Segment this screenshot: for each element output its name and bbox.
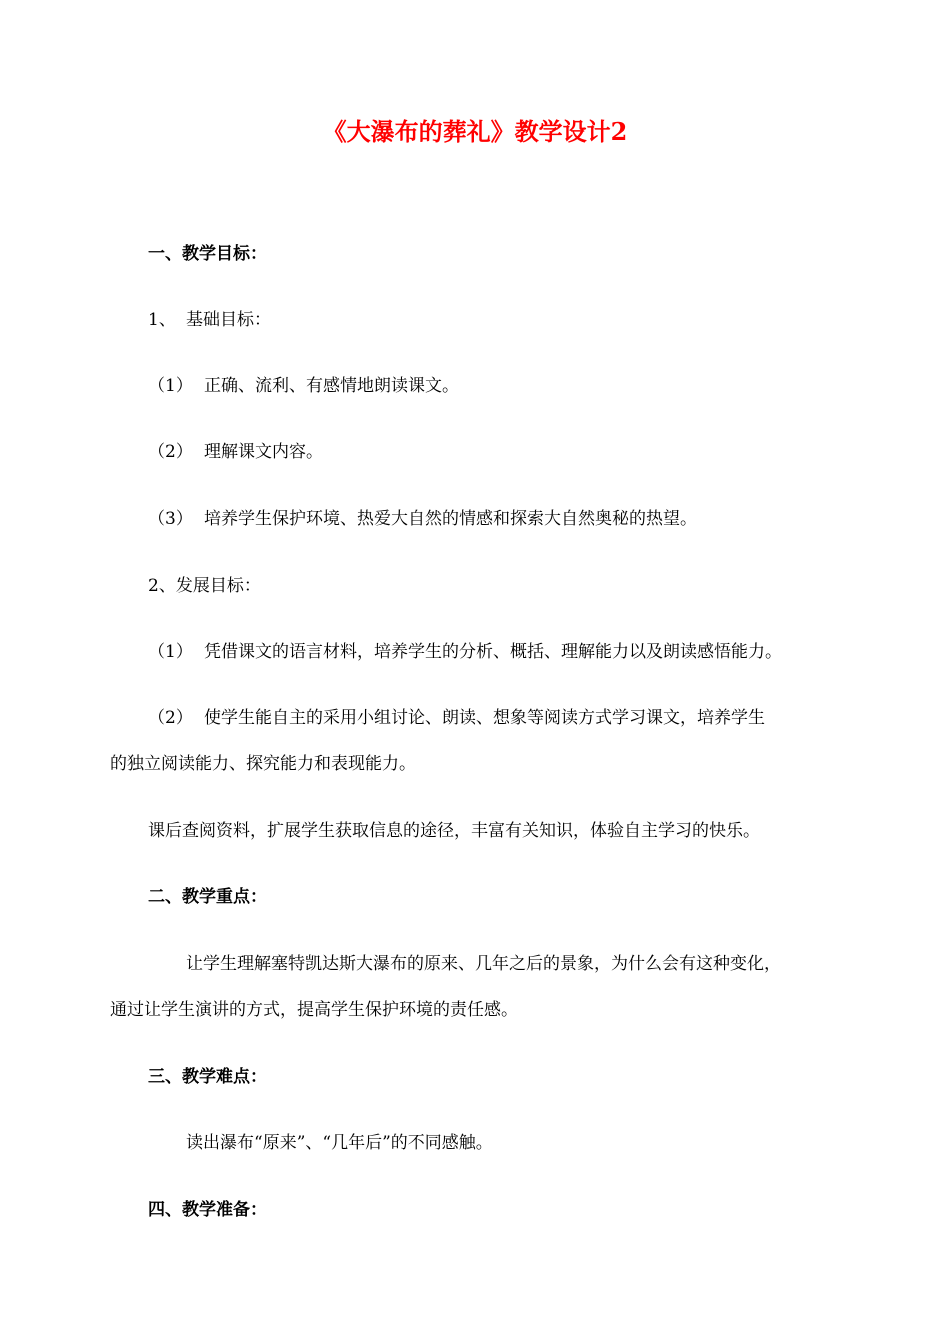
item-number: 1、: [148, 310, 176, 330]
key-points-text-line-1: 让学生理解塞特凯达斯大瀑布的原来、几年之后的景象，为什么会有这种变化，: [186, 954, 781, 974]
document-title: 《大瀑布的葬礼》教学设计2: [322, 117, 628, 146]
item-text: 正确、流利、有感情地朗读课文。: [204, 376, 459, 396]
item-number: （2）: [148, 708, 193, 728]
section-heading-teaching-goals: 一、教学目标：: [148, 244, 267, 264]
section-heading-key-points: 二、教学重点：: [148, 887, 267, 907]
development-goal-item-2-continued: 的独立阅读能力、探究能力和表现能力。: [110, 754, 416, 774]
subheading-development-goals: 2、发展目标：: [148, 576, 261, 596]
basic-goal-item-3: [148, 507, 697, 531]
subheading-basic-goals: [148, 308, 271, 332]
section-heading-preparation: 四、教学准备：: [148, 1200, 267, 1220]
item-number: （1）: [148, 642, 193, 662]
extra-goal-paragraph: 课后查阅资料，扩展学生获取信息的途径，丰富有关知识，体验自主学习的快乐。: [148, 821, 760, 841]
basic-goal-item-1: [148, 374, 459, 398]
item-text: 理解课文内容。: [204, 442, 323, 462]
section-heading-difficulties: 三、教学难点：: [148, 1067, 267, 1087]
development-goal-item-2: [148, 706, 765, 730]
item-text: 凭借课文的语言材料，培养学生的分析、概括、理解能力以及朗读感悟能力。: [204, 642, 782, 662]
item-number: （3）: [148, 509, 193, 529]
difficulties-text: 读出瀑布“原来”、“几年后”的不同感触。: [186, 1133, 493, 1153]
item-number: （1）: [148, 376, 193, 396]
key-points-text-line-2: 通过让学生演讲的方式，提高学生保护环境的责任感。: [110, 1000, 518, 1020]
development-goal-item-1: [148, 640, 782, 664]
item-number: （2）: [148, 442, 193, 462]
item-text: 培养学生保护环境、热爱大自然的情感和探索大自然奥秘的热望。: [204, 509, 697, 529]
item-text: 使学生能自主的采用小组讨论、朗读、想象等阅读方式学习课文，培养学生: [204, 708, 765, 728]
basic-goal-item-2: [148, 440, 323, 464]
item-text: 基础目标：: [186, 310, 271, 330]
